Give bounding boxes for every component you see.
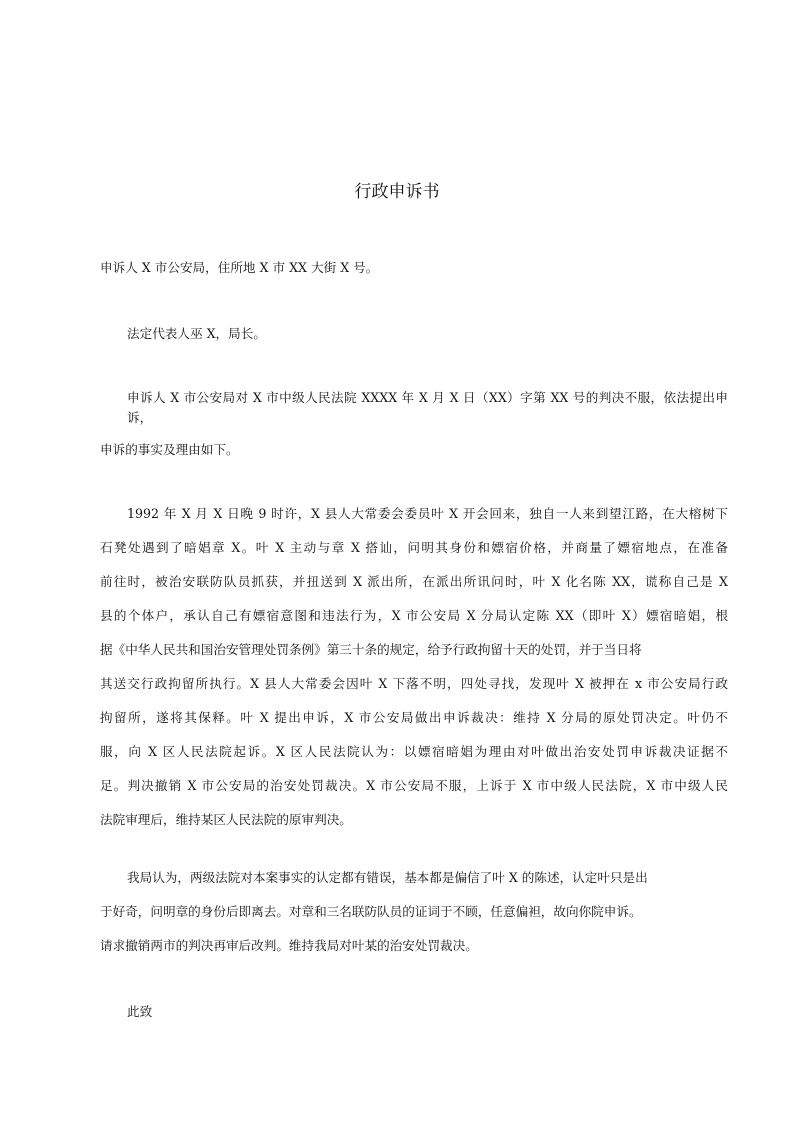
facts-line: 县的个体户，承认自己有嫖宿意图和违法行为，X 市公安局 X 分局认定陈 XX（即叶 X）嫖宿暗娼，根 bbox=[100, 608, 728, 623]
facts-line: 1992 年 X 月 X 日晚 9 时许，X 县人大常委会委员叶 X 开会回来，独自一人来到望江路，在大榕树下 bbox=[127, 506, 728, 521]
intro-line: 申诉人 X 市公安局对 X 市中级人民法院 XXXX 年 X 月 X 日（XX）字第 XX 号的判决不服，依法提出申 bbox=[127, 390, 728, 405]
reasons-line: 于好奇，问明章的身份后即离去。对章和三名联防队员的证词于不顾，任意偏袒，故向你院申诉。 bbox=[100, 904, 642, 919]
intro-line: 申诉的事实及理由如下。 bbox=[100, 442, 239, 457]
intro-line: 诉， bbox=[127, 410, 153, 425]
facts-line: 据《中华人民共和国治安管理处罚条例》第三十条的规定，给予行政拘留十天的处罚，并于当日将 bbox=[100, 642, 642, 657]
closing-line: 此致 bbox=[127, 1004, 153, 1019]
reasons-line: 请求撤销两市的判决再审后改判。维持我局对叶某的治安处罚裁决。 bbox=[100, 938, 478, 953]
document-title: 行政申诉书 bbox=[354, 182, 440, 202]
reasons-line: 我局认为，两级法院对本案事实的认定都有错误，基本都是偏信了叶 X 的陈述，认定叶只是出 bbox=[127, 870, 648, 885]
facts-line: 石凳处遇到了暗娼章 X。叶 X 主动与章 X 搭讪，问明其身份和嫖宿价格，并商量了嫖宿地点，在准备 bbox=[100, 540, 728, 555]
facts-line: 服，向 X 区人民法院起诉。X 区人民法院认为：以嫖宿暗娼为理由对叶做出治安处罚申诉裁决证据不 bbox=[100, 744, 728, 759]
facts-line: 前往时，被治安联防队员抓获，并扭送到 X 派出所，在派出所讯问时，叶 X 化名陈 XX，谎称自己是 X bbox=[100, 574, 728, 589]
representative-line: 法定代表人巫 X，局长。 bbox=[127, 326, 266, 341]
appellant-line: 申诉人 X 市公安局，住所地 X 市 XX 大街 X 号。 bbox=[100, 260, 379, 275]
facts-line: 其送交行政拘留所执行。X 县人大常委会因叶 X 下落不明，四处寻找，发现叶 X 被押在 x 市公安局行政 bbox=[100, 676, 728, 691]
facts-line: 法院审理后，维持某区人民法院的原审判决。 bbox=[100, 812, 352, 827]
facts-line: 足。判决撤销 X 市公安局的治安处罚裁决。X 市公安局不服，上诉于 X 市中级人民法院，X 市中级人民 bbox=[100, 778, 728, 793]
facts-line: 拘留所，遂将其保释。叶 X 提出申诉，X 市公安局做出申诉裁决：维持 X 分局的原处罚决定。叶仍不 bbox=[100, 710, 728, 725]
